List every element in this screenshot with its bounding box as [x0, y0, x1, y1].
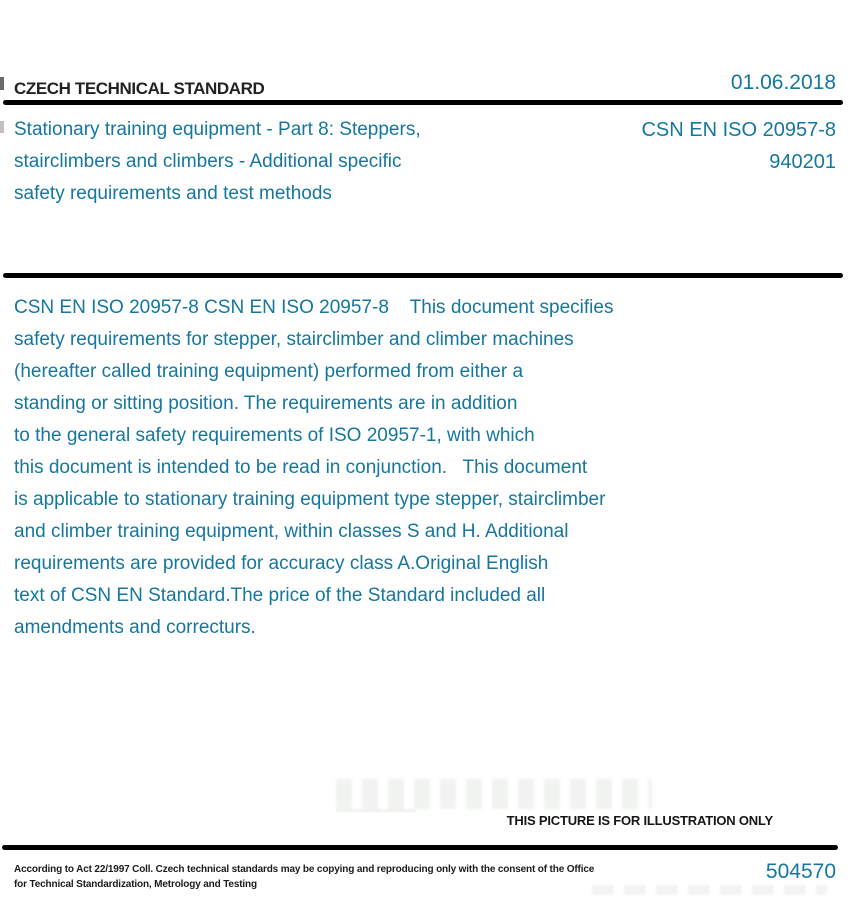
- abstract-line: (hereafter called training equipment) performed from either a: [14, 361, 524, 382]
- standard-title-line: safety requirements and test methods: [14, 183, 332, 204]
- abstract-line: and climber training equipment, within classes S and H. Additional: [14, 521, 569, 542]
- abstract-line: safety requirements for stepper, stairclimber and climber machines: [14, 329, 574, 350]
- abstract-line: to the general safety requirements of ISO 20957-1, with which: [14, 425, 535, 446]
- illustration-disclaimer: THIS PICTURE IS FOR ILLUSTRATION ONLY: [506, 813, 773, 828]
- abstract-line: CSN EN ISO 20957-8 CSN EN ISO 20957-8 This document specifies: [14, 297, 614, 318]
- faded-illustration-watermark: [336, 779, 652, 809]
- standard-title: [14, 114, 554, 210]
- title-divider: [3, 273, 843, 278]
- standard-title-line: stairclimbers and climbers - Additional specific: [14, 151, 402, 172]
- standard-class-number: 940201: [769, 151, 836, 173]
- faded-footer-watermark: [592, 885, 827, 895]
- copyright-notice-line: According to Act 22/1997 Coll. Czech technical standards may be copying and reproducing only with the consent of the Office: [14, 864, 595, 875]
- standard-title-line: Stationary training equipment - Part 8: Steppers,: [14, 119, 421, 140]
- page-title: CZECH TECHNICAL STANDARD: [14, 79, 265, 98]
- header-divider: [3, 100, 843, 105]
- abstract-text: [14, 292, 774, 644]
- abstract-line: this document is intended to be read in conjunction. This document: [14, 457, 588, 478]
- left-edge-artifact: [0, 77, 4, 90]
- abstract-line: standing or sitting position. The requirements are in addition: [14, 393, 518, 414]
- left-edge-artifact: [0, 121, 4, 133]
- issue-date: 01.06.2018: [730, 71, 836, 94]
- faded-illustration-watermark: [336, 809, 416, 812]
- standard-code: CSN EN ISO 20957-8: [641, 119, 836, 141]
- copyright-notice: [14, 862, 614, 892]
- abstract-line: amendments and correcturs.: [14, 617, 256, 638]
- abstract-line: text of CSN EN Standard.The price of the Standard included all: [14, 585, 546, 606]
- document-number: 504570: [765, 860, 836, 883]
- copyright-notice-line: for Technical Standardization, Metrology and Testing: [14, 879, 257, 890]
- abstract-line: is applicable to stationary training equipment type stepper, stairclimber: [14, 489, 606, 510]
- footer-divider: [2, 845, 838, 850]
- standard-reference: [536, 114, 836, 178]
- abstract-line: requirements are provided for accuracy class A.Original English: [14, 553, 549, 574]
